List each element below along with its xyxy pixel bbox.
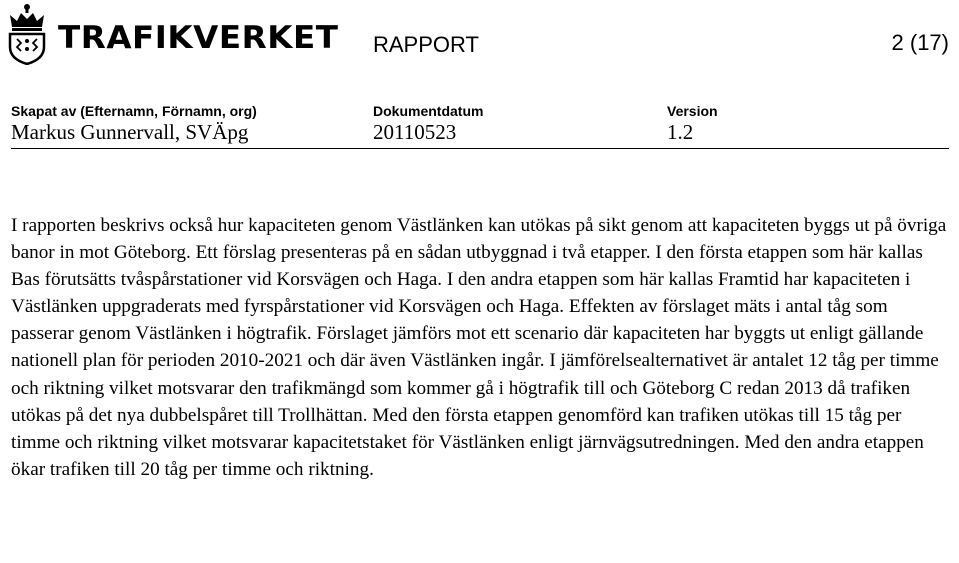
- date-field: [373, 103, 483, 145]
- document-type: RAPPORT: [373, 32, 479, 57]
- author-value: Markus Gunnervall, SVÄpg: [11, 120, 249, 144]
- trafikverket-logo: [4, 2, 339, 66]
- version-value: 1.2: [667, 120, 694, 144]
- crown-logo-icon: [4, 3, 50, 65]
- page-header: [0, 0, 959, 70]
- version-field: [667, 103, 718, 145]
- author-field: [11, 103, 257, 145]
- date-value: 20110523: [373, 120, 457, 144]
- body-paragraph: I rapporten beskrivs också hur kapaciteten genom Västlänken kan utökas på sikt genom att kapaciteten byggs ut på övriga banor in mot Göteborg. Ett förslag presenteras på en sådan utbyggnad i två etapper. I den första etappen som här kallas Bas förutsätts tvåspårstationer vid Korsvägen och Haga. I den andra etappen som här kallas Framtid har kapaciteten i Västlänken uppgraderats med fyrspårstationer vid Korsvägen och Haga. Effekten av förslaget mäts i antal tåg som passerar genom Västlänken i högtrafik. Förslaget jämförs mot ett scenario där kapaciteten har byggts ut enligt gällande nationell plan för perioden 2010-2021 och där även Västlänken ingår. I jämförelsealternativet är antalet 12 tåg per timme och riktning vilket motsvarar den trafikmängd som kommer gå i högtrafik till och Göteborg C redan 2013 då trafiken utökas på det nya dubbelspåret till Trollhättan. Med den första etappen genomförd kan trafiken utökas till 15 tåg per timme och riktning vilket motsvarar kapacitetstaket för Västlänken enligt järnvägsutredningen. Med den andra etappen ökar trafiken till 20 tåg per timme och riktning.: [11, 215, 947, 480]
- page-number: 2 (17): [891, 30, 949, 55]
- author-label: Skapat av (Efternamn, Förnamn, org): [11, 103, 257, 119]
- metadata-divider: [11, 148, 949, 149]
- date-label: Dokumentdatum: [373, 103, 484, 119]
- logo-wordmark: TRAFIKVERKET: [58, 20, 339, 56]
- version-label: Version: [667, 103, 718, 119]
